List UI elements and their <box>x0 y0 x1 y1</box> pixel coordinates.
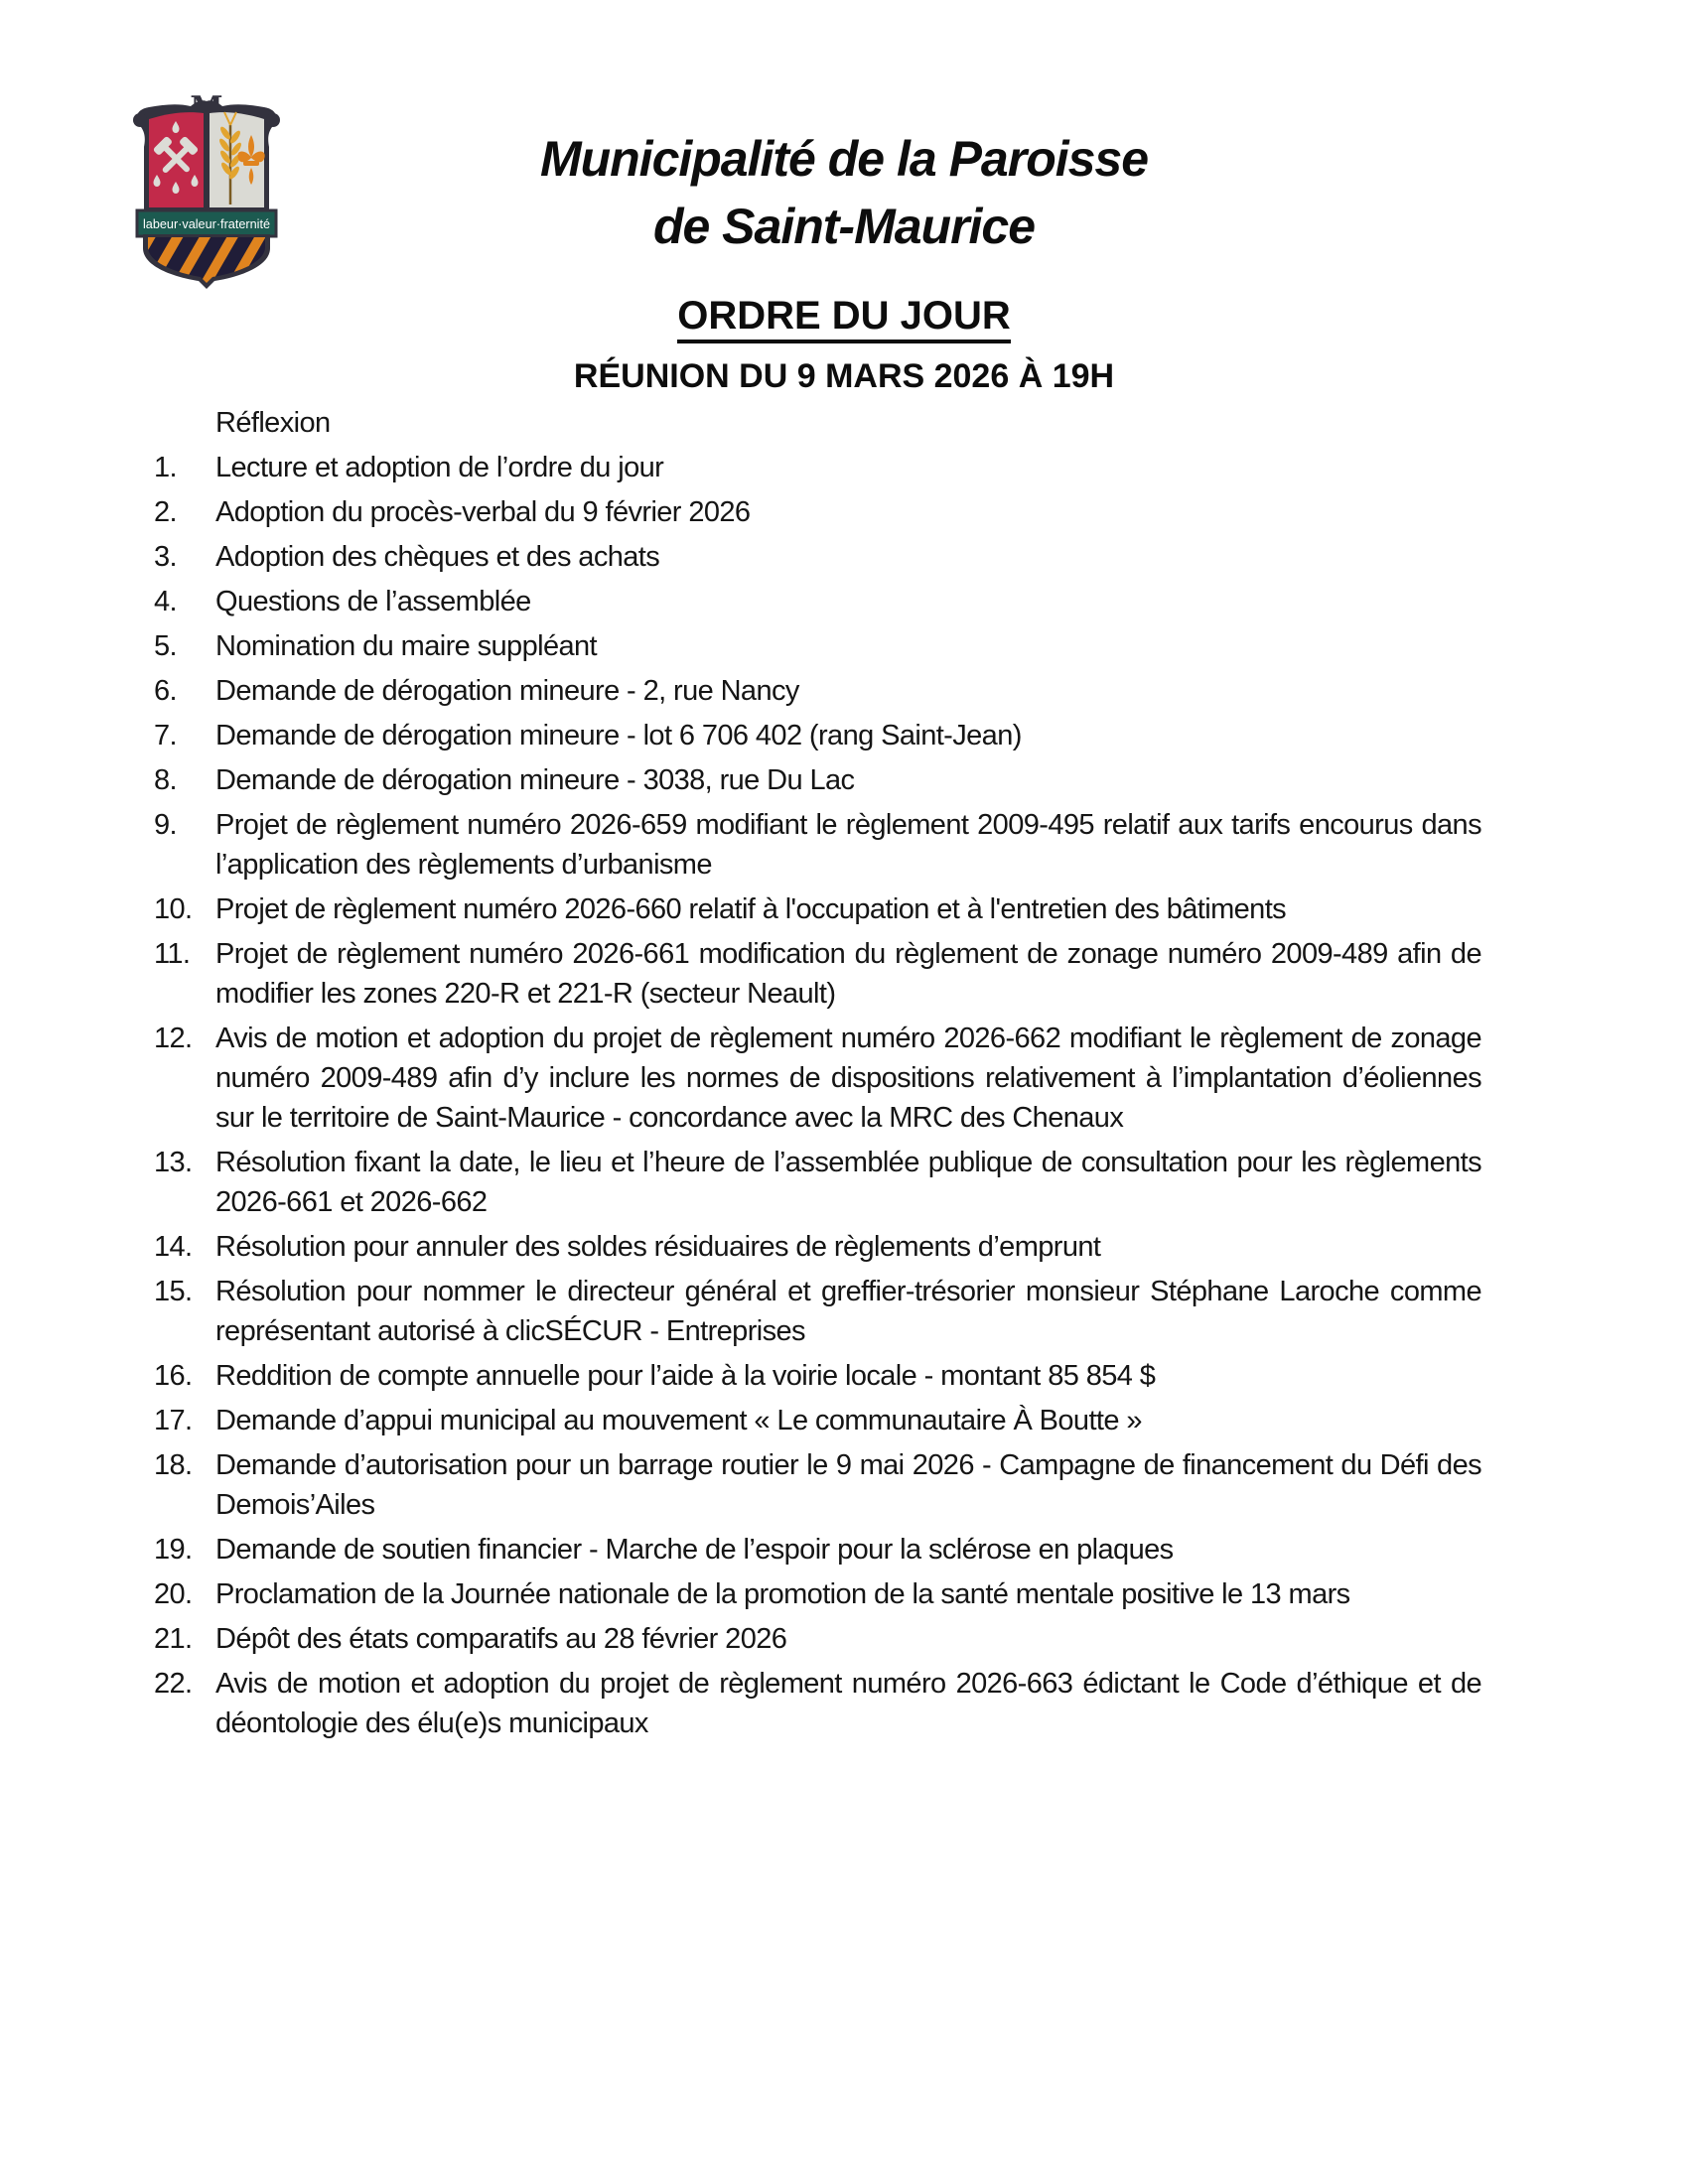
agenda-item <box>154 1530 1481 1570</box>
agenda-item-text: Adoption du procès-verbal du 9 février 2026 <box>215 496 751 528</box>
agenda-item <box>154 671 1481 711</box>
agenda-item-number: 6. <box>154 675 177 707</box>
organization-title-line2: de Saint-Maurice <box>652 199 1036 254</box>
agenda-item-text: Résolution fixant la date, le lieu et l’heure de l’assemblée publique de consultation pour les règlements 2026-661 et 2026-662 <box>215 1147 1481 1218</box>
agenda-item-text: Lecture et adoption de l’ordre du jour <box>215 452 664 483</box>
agenda-item-text: Demande de dérogation mineure - 3038, rue Du Lac <box>215 764 855 796</box>
agenda-item <box>154 492 1481 532</box>
agenda-item-number: 14. <box>154 1231 193 1263</box>
agenda-item-number: 1. <box>154 452 177 483</box>
organization-title-line1: Municipalité de la Paroisse <box>539 131 1149 187</box>
document-title-text: ORDRE DU JOUR <box>677 294 1011 343</box>
agenda-item <box>154 805 1481 885</box>
agenda-list <box>154 403 1481 1748</box>
document-title <box>0 294 1688 339</box>
agenda-item-text: Demande d’autorisation pour un barrage routier le 9 mai 2026 - Campagne de financement du Défi des Demois’Ailes <box>215 1449 1481 1521</box>
agenda-preamble-text: Réflexion <box>215 407 331 439</box>
agenda-item <box>154 537 1481 577</box>
agenda-item-number: 19. <box>154 1534 193 1566</box>
agenda-item-text: Adoption des chèques et des achats <box>215 541 660 573</box>
agenda-item <box>154 1619 1481 1659</box>
agenda-item <box>154 1574 1481 1614</box>
agenda-item-number: 22. <box>154 1668 193 1700</box>
motto-text: labeur·valeur·fraternité <box>143 217 271 231</box>
agenda-item-number <box>154 403 215 443</box>
agenda-item <box>154 1401 1481 1440</box>
agenda-item-number: 18. <box>154 1449 193 1481</box>
agenda-item-text: Projet de règlement numéro 2026-660 relatif à l'occupation et à l'entretien des bâtiments <box>215 893 1287 925</box>
agenda-item-text: Projet de règlement numéro 2026-661 modification du règlement de zonage numéro 2009-489 afin de modifier les zones 220-R et 221-R (secteur Neault) <box>215 938 1481 1010</box>
agenda-item-number: 16. <box>154 1360 193 1392</box>
agenda-item-text: Demande d’appui municipal au mouvement « Le communautaire À Boutte » <box>215 1405 1142 1436</box>
agenda-item <box>154 716 1481 755</box>
agenda-item <box>154 1143 1481 1222</box>
agenda-item-text: Questions de l’assemblée <box>215 586 531 617</box>
agenda-item-number: 12. <box>154 1023 193 1054</box>
agenda-item-text: Demande de dérogation mineure - lot 6 706 402 (rang Saint-Jean) <box>215 720 1022 751</box>
agenda-item-number: 13. <box>154 1147 193 1178</box>
agenda-item-number: 7. <box>154 720 177 751</box>
agenda-item <box>154 1445 1481 1525</box>
agenda-item-text: Dépôt des états comparatifs au 28 février 2026 <box>215 1623 787 1655</box>
agenda-item-text: Avis de motion et adoption du projet de règlement numéro 2026-662 modifiant le règlement de zonage numéro 2009-489 afin d’y inclure les normes de dispositions relativement à l’implantation d’éoliennes sur le territoire de Saint-Maurice - concordance avec la MRC des Chenaux <box>215 1023 1481 1134</box>
agenda-item-text: Avis de motion et adoption du projet de règlement numéro 2026-663 édictant le Code d’éthique et de déontologie des élu(e)s municipaux <box>215 1668 1481 1739</box>
agenda-item <box>154 889 1481 929</box>
agenda-item-text: Nomination du maire suppléant <box>215 630 597 662</box>
agenda-item-text: Demande de soutien financier - Marche de l’espoir pour la sclérose en plaques <box>215 1534 1174 1566</box>
agenda-item-number: 4. <box>154 586 177 617</box>
agenda-item-number: 8. <box>154 764 177 796</box>
agenda-item <box>154 1356 1481 1396</box>
agenda-item <box>154 1664 1481 1743</box>
document-subtitle: RÉUNION DU 9 MARS 2026 À 19H <box>573 357 1115 395</box>
agenda-item <box>154 1227 1481 1267</box>
organization-title <box>0 125 1688 260</box>
agenda-item-number: 15. <box>154 1276 193 1307</box>
agenda-item-text: Résolution pour nommer le directeur général et greffier-trésorier monsieur Stéphane Laroche comme représentant autorisé à clicSÉCUR - Entreprises <box>215 1276 1481 1347</box>
agenda-item-text: Reddition de compte annuelle pour l’aide à la voirie locale - montant 85 854 $ <box>215 1360 1156 1392</box>
agenda-preamble-row <box>154 403 1481 443</box>
agenda-item-number: 10. <box>154 893 193 925</box>
agenda-item <box>154 448 1481 487</box>
agenda-item <box>154 582 1481 621</box>
agenda-item-number: 11. <box>154 938 191 970</box>
agenda-item <box>154 1019 1481 1138</box>
agenda-item-number: 20. <box>154 1578 193 1610</box>
agenda-item-number: 3. <box>154 541 177 573</box>
agenda-item-text: Proclamation de la Journée nationale de la promotion de la santé mentale positive le 13 mars <box>215 1578 1350 1610</box>
agenda-item <box>154 760 1481 800</box>
agenda-item-number: 17. <box>154 1405 193 1436</box>
agenda-item-text: Demande de dérogation mineure - 2, rue Nancy <box>215 675 799 707</box>
agenda-item-text: Résolution pour annuler des soldes résiduaires de règlements d’emprunt <box>215 1231 1101 1263</box>
agenda-item <box>154 934 1481 1014</box>
agenda-item <box>154 1272 1481 1351</box>
agenda-item-number: 21. <box>154 1623 193 1655</box>
agenda-item-number: 5. <box>154 630 177 662</box>
agenda-item-text: Projet de règlement numéro 2026-659 modifiant le règlement 2009-495 relatif aux tarifs encourus dans l’application des règlements d’urbanisme <box>215 809 1481 881</box>
agenda-item <box>154 626 1481 666</box>
agenda-item-number: 2. <box>154 496 177 528</box>
agenda-item-number: 9. <box>154 809 177 841</box>
